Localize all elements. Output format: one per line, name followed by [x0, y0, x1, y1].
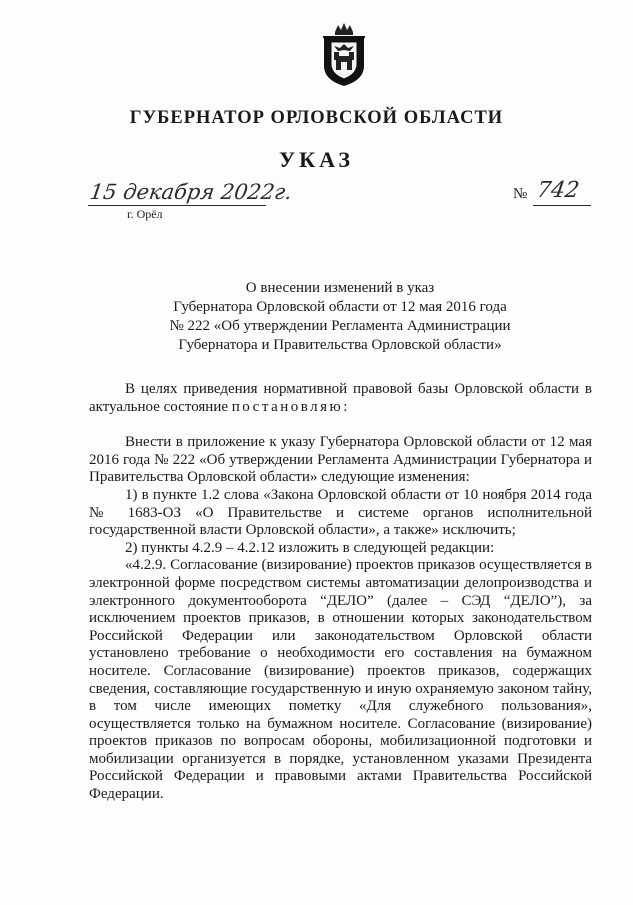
decree-date: 15 декабря 2022г. — [88, 180, 294, 204]
document-type: УКАЗ — [278, 147, 355, 172]
list-item: 2) пункты 4.2.9 – 4.2.12 изложить в следующей редакции: — [125, 539, 495, 556]
subject-line: Губернатора и Правительства Орловской области» — [178, 337, 502, 353]
decree-word: постановляю: — [231, 398, 350, 415]
number-label: № — [513, 186, 528, 202]
city: г. Орёл — [127, 207, 163, 221]
preamble-text: В целях приведения нормативной правовой базы Орловской области в актуальное состояние — [89, 381, 592, 415]
subject-line: О внесении изменений в указ — [245, 280, 435, 296]
subject-line: № 222 «Об утверждении Регламента Администрации — [169, 318, 511, 334]
decree-body — [89, 381, 592, 804]
coat-of-arms-icon — [321, 22, 367, 88]
list-item: 1) в пункте 1.2 слова «Закона Орловской области от 10 ноября 2014 года № 1683-ОЗ «О Правительстве и системе органов исполнительной государственной власти Орловской области», а также» исключить; — [89, 486, 592, 539]
decree-number: 742 — [535, 178, 581, 203]
clause-paragraph: «4.2.9. Согласование (визирование) проектов приказов осуществляется в электронной форме посредством системы автоматизации делопроизводства и электронного документооборота “ДЕЛО” (далее – СЭД “ДЕЛО”), за исключением проектов приказов, в отношении которых законодательством Российской Федерации или законодательством Орловской области установлено требование о необходимости его составления на бумажном носителе. Согласование (визирование) проектов приказов, содержащих сведения, составляющие государственную и иную охраняемую законом тайну, в том числе имеющих пометку «Для служебного пользования», осуществляется только на бумажном носителе. Согласование (визирование) проектов приказов по вопросам обороны, мобилизационной подготовки и мобилизации организуется в порядке, установленном указами Президента Российской Федерации и правовыми актами Правительства Российской Федерации. — [89, 557, 592, 803]
preamble-paragraph — [89, 381, 592, 416]
number-underline — [533, 205, 591, 206]
subject-line: Губернатора Орловской области от 12 мая 2016 года — [173, 299, 507, 315]
decree-subject — [120, 279, 560, 355]
issuer-title: ГУБЕРНАТОР ОРЛОВСКОЙ ОБЛАСТИ — [129, 108, 504, 128]
intro-paragraph: Внести в приложение к указу Губернатора Орловской области от 12 мая 2016 года № 222 «Об утверждении Регламента Администрации Губернатора и Правительства Орловской области» следующие изменения: — [89, 434, 592, 486]
date-underline — [88, 205, 266, 206]
